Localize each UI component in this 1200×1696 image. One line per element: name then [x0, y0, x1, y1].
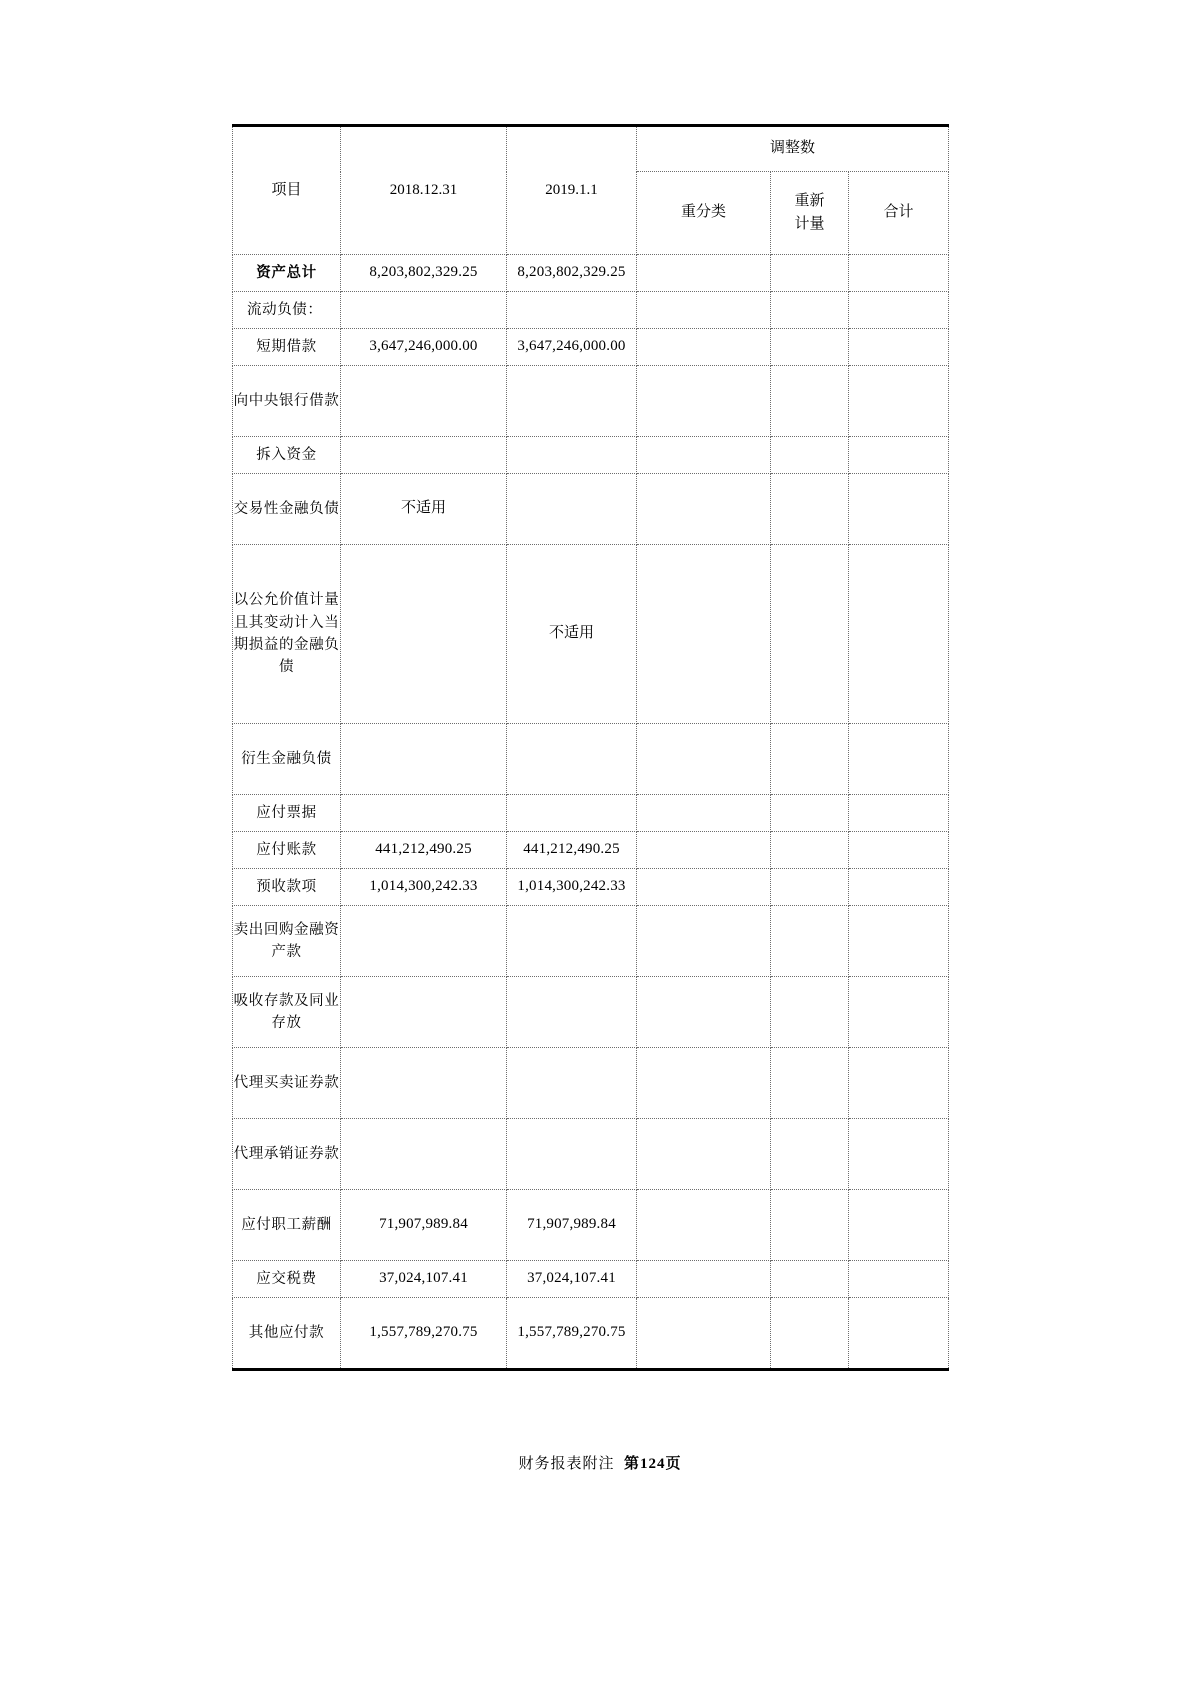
cell-2019 [507, 906, 637, 977]
row-label: 应交税费 [233, 1261, 341, 1298]
table-row [233, 795, 949, 832]
table-row [233, 724, 949, 795]
cell-remeasure [771, 1261, 849, 1298]
cell-2018 [341, 366, 507, 437]
cell-total [849, 1190, 949, 1261]
footer-page-prefix: 第 [623, 1456, 640, 1472]
row-label: 吸收存款及同业存放 [233, 977, 341, 1048]
cell-remeasure [771, 437, 849, 474]
table-row [233, 1298, 949, 1370]
cell-remeasure [771, 1119, 849, 1190]
cell-2019: 3,647,246,000.00 [507, 329, 637, 366]
row-label: 应付票据 [233, 795, 341, 832]
cell-reclassify [637, 1119, 771, 1190]
cell-2019: 不适用 [507, 545, 637, 724]
cell-reclassify [637, 832, 771, 869]
cell-total [849, 1119, 949, 1190]
table-row [233, 366, 949, 437]
cell-reclassify [637, 437, 771, 474]
row-label: 资产总计 [233, 255, 341, 292]
cell-2019 [507, 977, 637, 1048]
cell-total [849, 1048, 949, 1119]
cell-2019: 1,014,300,242.33 [507, 869, 637, 906]
cell-remeasure [771, 474, 849, 545]
footer-label: 财务报表附注 [518, 1456, 615, 1472]
cell-remeasure [771, 545, 849, 724]
cell-reclassify [637, 977, 771, 1048]
header-total: 合计 [849, 172, 949, 255]
table-row [233, 255, 949, 292]
cell-total [849, 292, 949, 329]
cell-2019: 71,907,989.84 [507, 1190, 637, 1261]
cell-2019 [507, 1119, 637, 1190]
header-remeasure-line2: 计量 [794, 216, 825, 232]
cell-remeasure [771, 1048, 849, 1119]
row-label: 预收款项 [233, 869, 341, 906]
cell-remeasure [771, 869, 849, 906]
cell-reclassify [637, 255, 771, 292]
cell-total [849, 1298, 949, 1370]
cell-reclassify [637, 869, 771, 906]
cell-total [849, 366, 949, 437]
cell-2018 [341, 545, 507, 724]
cell-reclassify [637, 724, 771, 795]
cell-reclassify [637, 292, 771, 329]
cell-2019: 37,024,107.41 [507, 1261, 637, 1298]
header-reclassify: 重分类 [637, 172, 771, 255]
header-date-2019: 2019.1.1 [507, 126, 637, 255]
table-row [233, 545, 949, 724]
table-row [233, 1048, 949, 1119]
row-label: 向中央银行借款 [233, 366, 341, 437]
header-remeasure [771, 172, 849, 255]
cell-total [849, 869, 949, 906]
financial-table-container [232, 124, 948, 1371]
cell-remeasure [771, 292, 849, 329]
cell-2018: 441,212,490.25 [341, 832, 507, 869]
cell-total [849, 977, 949, 1048]
row-label: 短期借款 [233, 329, 341, 366]
cell-2019 [507, 366, 637, 437]
cell-remeasure [771, 906, 849, 977]
cell-reclassify [637, 474, 771, 545]
cell-remeasure [771, 977, 849, 1048]
cell-2019 [507, 1048, 637, 1119]
row-label: 其他应付款 [233, 1298, 341, 1370]
table-row [233, 292, 949, 329]
cell-reclassify [637, 1298, 771, 1370]
cell-reclassify [637, 906, 771, 977]
cell-2018: 71,907,989.84 [341, 1190, 507, 1261]
cell-2019: 8,203,802,329.25 [507, 255, 637, 292]
row-label: 以公允价值计量且其变动计入当期损益的金融负债 [233, 545, 341, 724]
cell-reclassify [637, 545, 771, 724]
footer-page-suffix: 页 [665, 1456, 682, 1472]
cell-2019 [507, 474, 637, 545]
cell-remeasure [771, 366, 849, 437]
cell-remeasure [771, 1190, 849, 1261]
cell-2018 [341, 724, 507, 795]
table-body [233, 255, 949, 1370]
table-row [233, 1261, 949, 1298]
header-date-2018: 2018.12.31 [341, 126, 507, 255]
cell-2018: 1,557,789,270.75 [341, 1298, 507, 1370]
page-footer [0, 1452, 1200, 1473]
table-row [233, 437, 949, 474]
table-header [233, 126, 949, 255]
cell-2019: 441,212,490.25 [507, 832, 637, 869]
cell-remeasure [771, 1298, 849, 1370]
cell-total [849, 545, 949, 724]
cell-2018: 3,647,246,000.00 [341, 329, 507, 366]
row-label: 应付职工薪酬 [233, 1190, 341, 1261]
cell-2019 [507, 724, 637, 795]
header-remeasure-line1: 重新 [794, 192, 825, 209]
row-label: 衍生金融负债 [233, 724, 341, 795]
cell-total [849, 832, 949, 869]
cell-2018 [341, 906, 507, 977]
row-label: 卖出回购金融资产款 [233, 906, 341, 977]
cell-reclassify [637, 329, 771, 366]
table-row [233, 1190, 949, 1261]
cell-total [849, 1261, 949, 1298]
cell-2018: 不适用 [341, 474, 507, 545]
cell-2019 [507, 795, 637, 832]
cell-total [849, 795, 949, 832]
table-header-row-1 [233, 126, 949, 172]
cell-2019 [507, 292, 637, 329]
table-row [233, 977, 949, 1048]
row-label: 流动负债： [233, 292, 341, 329]
cell-total [849, 255, 949, 292]
cell-total [849, 437, 949, 474]
financial-table [232, 124, 949, 1371]
cell-2018 [341, 1048, 507, 1119]
header-item: 项目 [233, 126, 341, 255]
footer-page-number: 124 [640, 1456, 666, 1472]
table-row [233, 329, 949, 366]
cell-reclassify [637, 1048, 771, 1119]
cell-remeasure [771, 255, 849, 292]
cell-remeasure [771, 795, 849, 832]
cell-total [849, 329, 949, 366]
table-row [233, 906, 949, 977]
cell-2018 [341, 1119, 507, 1190]
cell-reclassify [637, 1190, 771, 1261]
cell-remeasure [771, 724, 849, 795]
cell-remeasure [771, 832, 849, 869]
cell-2018 [341, 437, 507, 474]
row-label: 代理承销证券款 [233, 1119, 341, 1190]
row-label: 拆入资金 [233, 437, 341, 474]
cell-2018 [341, 795, 507, 832]
row-label: 交易性金融负债 [233, 474, 341, 545]
cell-2018 [341, 292, 507, 329]
cell-total [849, 474, 949, 545]
cell-remeasure [771, 329, 849, 366]
table-row [233, 1119, 949, 1190]
cell-2019: 1,557,789,270.75 [507, 1298, 637, 1370]
row-label: 代理买卖证券款 [233, 1048, 341, 1119]
cell-2018 [341, 977, 507, 1048]
cell-reclassify [637, 795, 771, 832]
table-row [233, 474, 949, 545]
cell-total [849, 724, 949, 795]
cell-2018: 37,024,107.41 [341, 1261, 507, 1298]
row-label: 应付账款 [233, 832, 341, 869]
cell-2019 [507, 437, 637, 474]
cell-reclassify [637, 366, 771, 437]
header-adjustment: 调整数 [637, 126, 949, 172]
cell-2018: 1,014,300,242.33 [341, 869, 507, 906]
cell-2018: 8,203,802,329.25 [341, 255, 507, 292]
table-row [233, 869, 949, 906]
cell-total [849, 906, 949, 977]
table-row [233, 832, 949, 869]
cell-reclassify [637, 1261, 771, 1298]
